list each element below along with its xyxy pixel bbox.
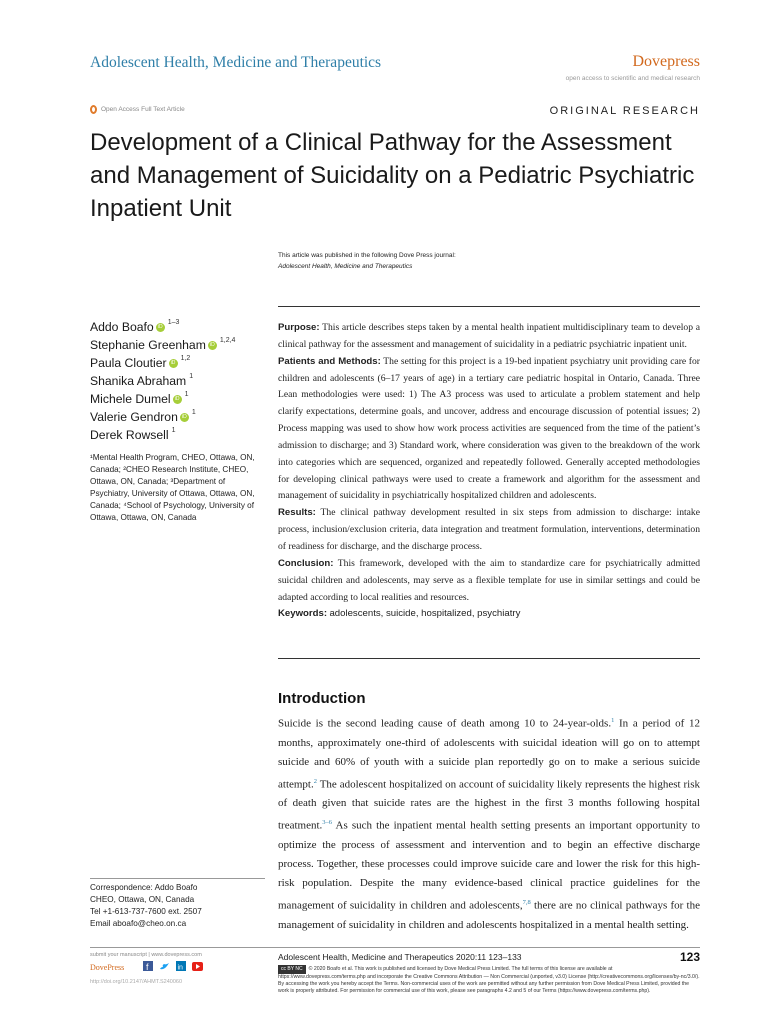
- open-access-text: Open Access Full Text Article: [101, 106, 185, 113]
- author[interactable]: Derek Rowsell 1: [90, 427, 176, 442]
- open-access-label: [90, 105, 185, 114]
- publisher-tagline: open access to scientific and medical research: [565, 75, 700, 82]
- article-title: Development of a Clinical Pathway for the Assessment and Management of Suicidality on a Pediatric Psychiatric Inpatient Unit: [90, 129, 695, 222]
- citation-link[interactable]: 3–6: [322, 819, 333, 827]
- author[interactable]: Addo Boafo iD 1–3: [90, 319, 180, 334]
- orcid-icon[interactable]: iD: [156, 323, 165, 332]
- page-number: 123: [679, 950, 700, 964]
- cc-license-badge[interactable]: cc BY NC: [278, 965, 306, 974]
- journal-title: Adolescent Health, Medicine and Therapeutics: [90, 54, 382, 71]
- citation-link[interactable]: 2: [313, 777, 317, 785]
- orcid-icon[interactable]: iD: [173, 395, 182, 404]
- footer-citation: Adolescent Health, Medicine and Therapeutics 2020:11 123–133: [278, 952, 522, 962]
- footer-divider: [90, 947, 700, 948]
- citation-link[interactable]: 1: [611, 717, 615, 724]
- author[interactable]: Michele Dumel iD 1: [90, 391, 189, 406]
- affiliations: ¹Mental Health Program, CHEO, Ottawa, ON, Canada; ²CHEO Research Institute, CHEO, Ottawa, ON, Canada; ³Department of Psychiatry, University of Ottawa, Ottawa, ON, Canada; ⁴School of Psychology, University of Ottawa, Ottawa, ON, Canada: [90, 453, 255, 522]
- dovepress-logo[interactable]: Dovepress: [632, 53, 700, 70]
- svg-text:f: f: [146, 962, 149, 971]
- author[interactable]: Valerie Gendron iD 1: [90, 409, 196, 424]
- divider: [278, 306, 700, 307]
- social-links: [143, 961, 203, 971]
- citation-link[interactable]: 7,8: [522, 898, 531, 906]
- author[interactable]: Stephanie Greenham iD 1,2,4: [90, 337, 236, 352]
- submit-manuscript-link[interactable]: submit your manuscript | www.dovepress.com: [90, 952, 202, 958]
- publication-note-line1: This article was published in the following Dove Press journal:: [278, 252, 456, 259]
- author[interactable]: Paula Cloutier iD 1,2: [90, 355, 191, 370]
- abstract: Purpose: This article describes steps taken by a mental health inpatient multidisciplinary team to develop a clinical pathway for the assessment and management of suicidality in a pediatric psychiatric inpatient unit. Patients and Methods: The setting for this project is a 19-bed inpatient psychiatry unit providing care for children and adolescents (6–17 years of age) in a tertiary care pediatric hospital in Ontario, Canada. Three Lean methodologies were used: 1) The A3 process was used to articulate a problem statement and help clarify expectations, determine goals, and uncover, address and encourage discussion of potential issues; 2) Process mapping was used to show how work process activities are sequenced from the time of the patient’s admission to discharge; and 3) Standard work, where consideration was given to the breakdown of the work into categories which are sequenced, organized and repeatedly followed. Generally accepted methodologies for developing clinical pathways were used to create a framework and algorithm for the assessment and management of suicidality in psychiatrically hospitalized children and adolescents. Results: The clinical pathway development resulted in six steps from admission to discharge: intake process, inclusion/exclusion criteria, data integration and treatment formulation, interventions, determination of readiness for discharge, and the discharge process. Conclusion: This framework, developed with the aim to standardize care for psychiatrically admitted suicidal children and adolescents, may serve as a flexible template for use in similar settings and could be adapted according to local realities and resources. Keywords: adolescents, suicide, hospitalized, psychiatry: [278, 322, 700, 620]
- publication-note: [278, 250, 456, 272]
- open-access-icon: [90, 105, 97, 114]
- section-heading: Introduction: [278, 690, 366, 707]
- article-type: ORIGINAL RESEARCH: [549, 105, 700, 117]
- correspondence: Correspondence: Addo Boafo CHEO, Ottawa, ON, Canada Tel +1-613-737-7600 ext. 2507 Email aboafo@cheo.on.ca: [90, 882, 265, 930]
- publication-note-journal[interactable]: Adolescent Health, Medicine and Therapeutics: [278, 263, 413, 270]
- doi-link[interactable]: http://doi.org/10.2147/AHMT.S240060: [90, 979, 183, 985]
- linkedin-icon[interactable]: [176, 961, 186, 971]
- orcid-icon[interactable]: iD: [169, 359, 178, 368]
- footer-dovepress-logo[interactable]: DovePress: [90, 963, 125, 972]
- email-link[interactable]: Email aboafo@cheo.on.ca: [90, 919, 187, 928]
- facebook-icon[interactable]: [143, 961, 153, 971]
- divider: [278, 658, 700, 659]
- divider: [90, 878, 265, 879]
- orcid-icon[interactable]: iD: [180, 413, 189, 422]
- author-list: [90, 318, 235, 444]
- svg-text:in: in: [177, 964, 183, 971]
- youtube-icon[interactable]: [192, 962, 203, 971]
- author[interactable]: Shanika Abraham 1: [90, 373, 194, 388]
- orcid-icon[interactable]: iD: [208, 341, 217, 350]
- twitter-icon[interactable]: [159, 961, 170, 971]
- license-text: cc BY NC © 2020 Boafo et al. This work is published and licensed by Dove Medical Press Limited. The full terms of this license are available at https://www.dovepress.com/terms.php and incorporate the Creative Commons Attribution — Non Commercial (unported, v3.0) License (http://creativecommons.org/licenses/by-nc/3.0/). By accessing the work you hereby accept the Terms. Non-commercial uses of the work are permitted without any further permission from Dove Medical Press Limited, provided the work is properly attributed. For permission for commercial use of this work, please see paragraphs 4.2 and 5 of our Terms (https://www.dovepress.com/terms.php).: [278, 966, 700, 994]
- introduction-text: Suicide is the second leading cause of death among 10 to 24-year-olds.$^1$ In a period of 12 months, approximately one-third of adolescents with suicidal ideation will go on to attempt suicide and 60% of youth with a suicide plan reportedly go on to make a serious suicide attempt.$^2$ The adolescent hospitalized on account of suicidality likely represents the highest risk of death given that suicide rates are the highest in the first 3 months following hospital treatment.$^{3-6}$ As such the inpatient mental health setting presents an important opportunity to optimize the process of assessment and intervention and to begin an effective discharge process. Together, these processes could improve suicide care and lower the risk for this high-risk population. Despite the many evidence-based clinical practice guidelines for the management of suicidality in children and adolescents,$^{7,8}$ there are no clinical pathways for the management of suicidality in children and adolescents hospitalized in a mental health setting.: [278, 717, 700, 931]
